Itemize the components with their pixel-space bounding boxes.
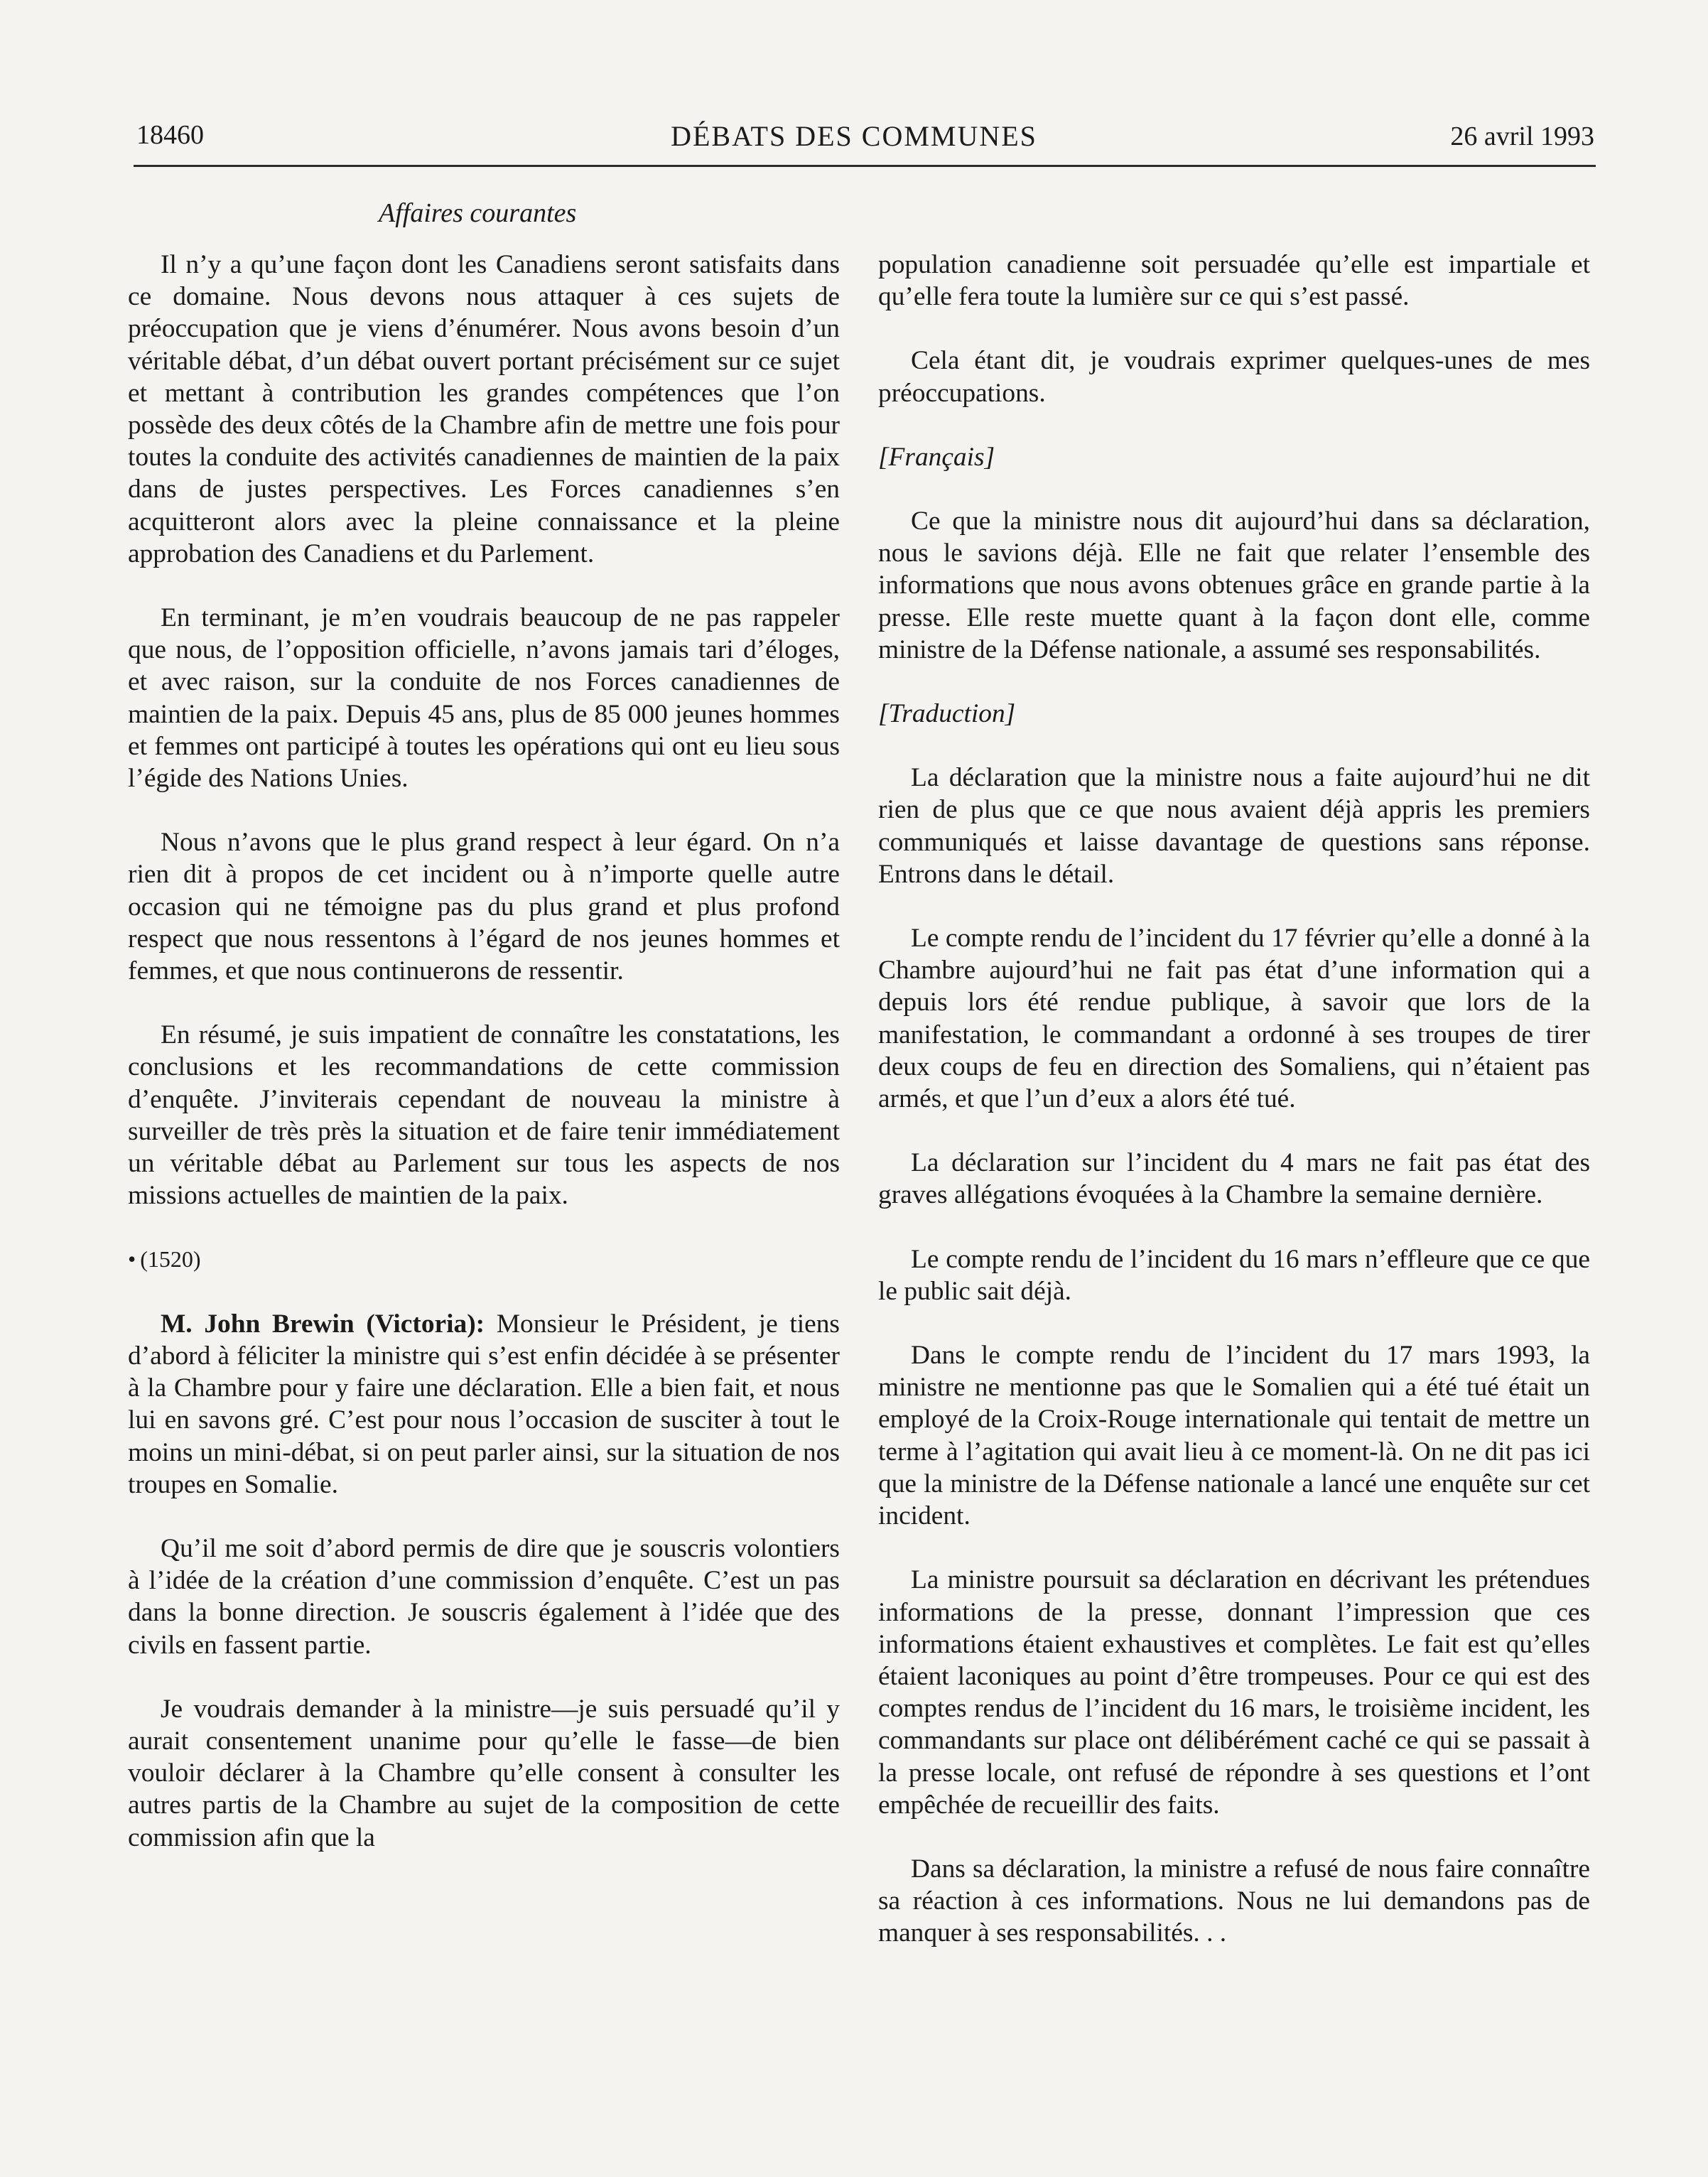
paragraph: Le compte rendu de l’incident du 17 février qu’elle a donné à la Chambre aujourd’hui ne fait pas état d’une information qui a depuis lors été rendue publique, à savoir que lors de la manifestation, le commandant a ordonné à ses troupes de tirer deux coups de feu en direction des Somaliens, qui n’étaient pas armés, et que l’un d’eux a alors été tué.: [878, 924, 1590, 1114]
page-date: 26 avril 1993: [1450, 121, 1594, 151]
page-title: DÉBATS DES COMMUNES: [671, 120, 1037, 152]
time-marker-text: (1520): [140, 1246, 201, 1273]
paragraph: Cela étant dit, je voudrais exprimer quelques-unes de mes préoccupations.: [878, 346, 1590, 408]
language-tag: [Français]: [878, 442, 995, 472]
paragraph: En terminant, je m’en voudrais beaucoup de ne pas rappeler que nous, de l’opposition officielle, n’avons jamais tari d’éloges, et avec raison, sur la conduite de nos Forces canadiennes de maintien de la paix. Depuis 45 ans, plus de 85 000 jeunes hommes et femmes ont participé à toutes les opérations qui ont eu lieu sous l’égide des Nations Unies.: [128, 603, 840, 794]
paragraph: Je voudrais demander à la ministre—je suis persuadé qu’il y aurait consentement unanime pour qu’elle le fasse—de bien vouloir déclarer à la Chambre qu’elle consent à consulter les autres partis de la Chambre au sujet de la composition de cette commission afin que la: [128, 1694, 840, 1852]
paragraph: Ce que la ministre nous dit aujourd’hui dans sa déclaration, nous le savions déjà. Elle ne fait que relater l’ensemble des informations que nous avons obtenues grâce en grande partie à la presse. Elle reste muette quant à la façon dont elle, comme ministre de la Défense nationale, a assumé ses responsabilités.: [878, 507, 1590, 664]
left-column: [128, 249, 840, 1886]
time-marker: [128, 1243, 840, 1275]
paragraph: Il n’y a qu’une façon dont les Canadiens seront satisfaits dans ce domaine. Nous devons nous attaquer à ces sujets de préoccupation que je viens d’énumérer. Nous avons besoin d’un véritable débat, d’un débat ouvert portant précisément sur ce sujet et mettant à contribution les grandes compétences que l’on possède des deux côtés de la Chambre afin de mettre une fois pour toutes la conduite des activités canadiennes de maintien de la paix dans de justes perspectives. Les Forces canadiennes s’en acquitteront alors avec la pleine connaissance et la pleine approbation des Canadiens et du Parlement.: [128, 250, 840, 568]
speaker-name: M. John Brewin (Victoria):: [161, 1309, 485, 1339]
paragraph-continued: population canadienne soit persuadée qu’elle est impartiale et qu’elle fera toute la lumière sur ce qui s’est passé.: [878, 250, 1590, 312]
header-rule: [134, 165, 1596, 167]
paragraph: Nous n’avons que le plus grand respect à leur égard. On n’a rien dit à propos de cet incident ou à n’importe quelle autre occasion qui ne témoigne pas du plus grand et plus profond respect que nous ressentons à l’égard de nos jeunes hommes et femmes, et que nous continuerons de ressentir.: [128, 828, 840, 986]
paragraph: La déclaration sur l’incident du 4 mars ne fait pas état des graves allégations évoquées à la Chambre la semaine dernière.: [878, 1148, 1590, 1210]
paragraph: La déclaration que la ministre nous a faite aujourd’hui ne dit rien de plus que ce que nous avaient déjà appris les premiers communiqués et laisse davantage de questions sans réponse. Entrons dans le détail.: [878, 763, 1590, 889]
right-column: [878, 249, 1590, 1982]
paragraph: En résumé, je suis impatient de connaître les constatations, les conclusions et les recommandations de cette commission d’enquête. J’inviterais cependant de nouveau la ministre à surveiller de très près la situation et de faire tenir immédiatement un véritable débat au Parlement sur tous les aspects de nos missions actuelles de maintien de la paix.: [128, 1020, 840, 1211]
paragraph: Dans le compte rendu de l’incident du 17 mars 1993, la ministre ne mentionne pas que le Somalien qui a été tué était un employé de la Croix-Rouge internationale qui tentait de mettre un terme à l’agitation qui avait lieu à ce moment-là. On ne dit pas ici que la ministre de la Défense nationale a lancé une enquête sur cet incident.: [878, 1341, 1590, 1531]
language-tag: [Traduction]: [878, 699, 1016, 729]
speech-text: Monsieur le Président, je tiens d’abord à féliciter la ministre qui s’est enfin décidée à se présenter à la Chambre pour y faire une déclaration. Elle a bien fait, et nous lui en savons gré. C’est pour nous l’occasion de susciter à tout le moins un mini-débat, si on peut parler ainsi, sur la situation de nos troupes en Somalie.: [128, 1309, 840, 1499]
bullet-icon: •: [128, 1246, 136, 1273]
paragraph: La ministre poursuit sa déclaration en décrivant les prétendues informations de la presse, donnant l’impression que ces informations étaient exhaustives et complètes. Le fait est qu’elles étaient laconiques au point d’être trompeuses. Pour ce qui est des comptes rendus de l’incident du 16 mars, le troisième incident, les commandants sur place ont délibérément caché ce qui se passait à la presse locale, ont refusé de répondre à ses questions et l’ont empêchée de recueillir des faits.: [878, 1565, 1590, 1820]
speech-paragraph: [128, 1308, 840, 1501]
paragraph: Le compte rendu de l’incident du 16 mars n’effleure que ce que le public sait déjà.: [878, 1244, 1590, 1306]
page-number: 18460: [136, 120, 204, 150]
section-heading: Affaires courantes: [379, 198, 577, 228]
paragraph: Dans sa déclaration, la ministre a refusé de nous faire connaître sa réaction à ces informations. Nous ne lui demandons pas de manquer à ses responsabilités. . .: [878, 1854, 1590, 1948]
paragraph: Qu’il me soit d’abord permis de dire que je souscris volontiers à l’idée de la création d’une commission d’enquête. C’est un pas dans la bonne direction. Je souscris également à l’idée que des civils en fassent partie.: [128, 1533, 840, 1660]
